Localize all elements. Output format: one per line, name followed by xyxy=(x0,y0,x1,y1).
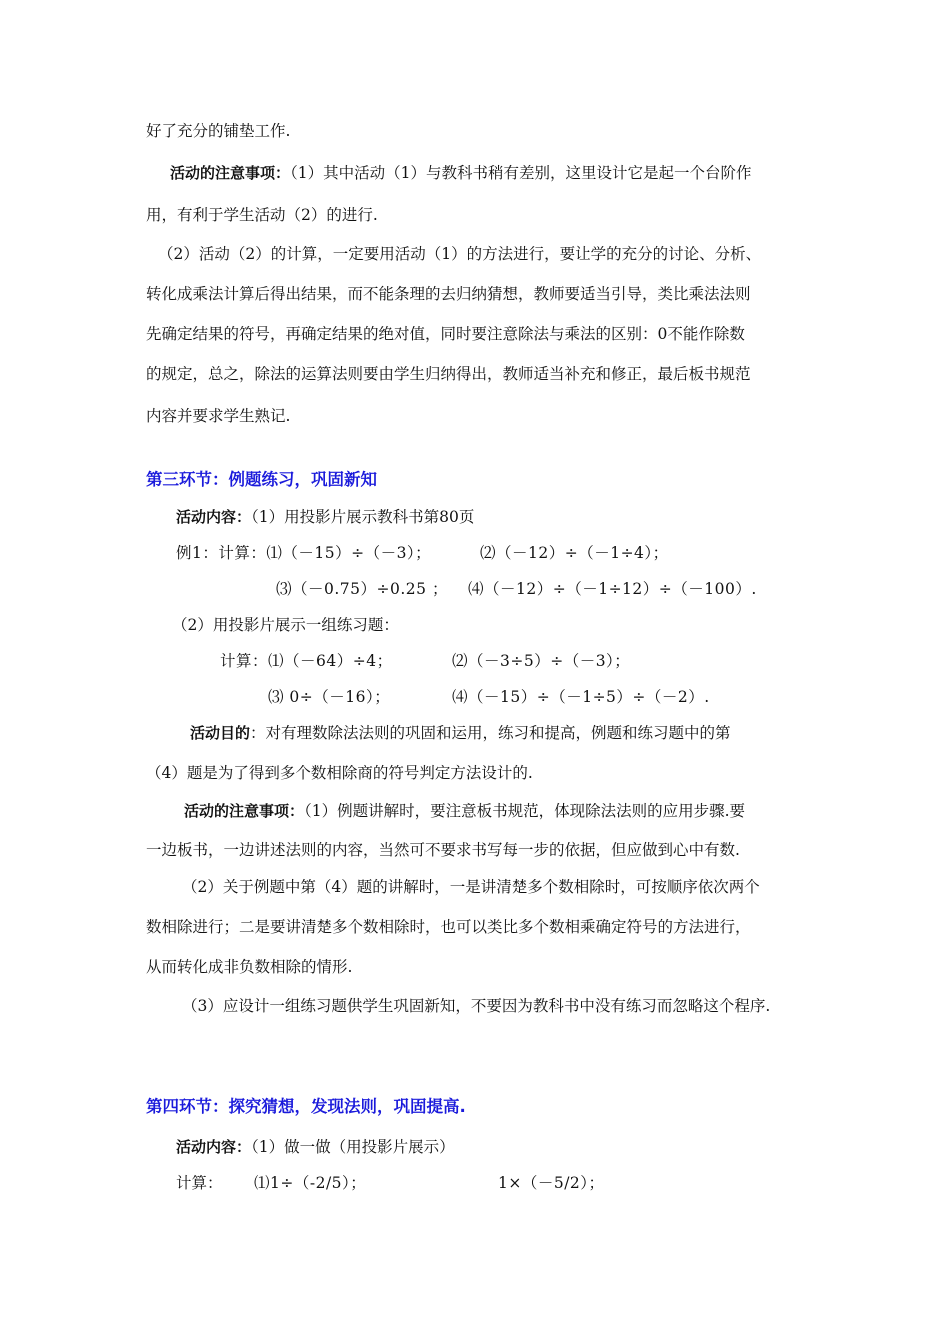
activity-goal-line xyxy=(190,722,731,744)
paragraph-line: 内容并要求学生熟记. xyxy=(146,407,291,425)
paragraph-line: 用，有利于学生活动（2）的进行. xyxy=(146,206,378,224)
notes-text: （1）其中活动（1）与教科书稍有差别，这里设计它是起一个台阶作 xyxy=(290,164,752,182)
paragraph-line: （2）活动（2）的计算，一定要用活动（1）的方法进行，要让学的充分的讨论、分析、 xyxy=(158,245,762,263)
activity-content-line xyxy=(176,1136,455,1158)
practice-item: ⑵（－3÷5）÷（－3）； xyxy=(452,652,631,670)
practice-item: ⑶ 0÷（－16）； xyxy=(268,688,391,706)
section-heading: 第四环节：探究猜想，发现法则，巩固提高. xyxy=(146,1097,466,1116)
activity-goal-label: 活动目的 xyxy=(190,724,251,742)
paragraph-line: 从而转化成非负数相除的情形. xyxy=(146,958,353,976)
activity-content-text: （1）用投影片展示教科书第80页 xyxy=(251,508,475,526)
calc-label: 计算： xyxy=(176,1174,223,1192)
activity-content-line xyxy=(176,506,474,528)
paragraph-line: （3）应设计一组练习题供学生巩固新知，不要因为教科书中没有练习而忽略这个程序. xyxy=(182,997,771,1015)
paragraph-line: 先确定结果的符号，再确定结果的绝对值，同时要注意除法与乘法的区别：0不能作除数 xyxy=(146,325,745,343)
paragraph-line: 转化成乘法计算后得出结果，而不能条理的去归纳猜想，教师要适当引导，类比乘法法则 xyxy=(146,285,751,303)
notes-label: 活动的注意事项： xyxy=(184,802,305,820)
paragraph-line: 一边板书，一边讲述法则的内容，当然可不要求书写每一步的依据，但应做到心中有数. xyxy=(146,841,740,859)
activity-content-label: 活动内容： xyxy=(176,1138,252,1156)
section-heading: 第三环节：例题练习，巩固新知 xyxy=(146,470,377,489)
paragraph-line: （2）用投影片展示一组练习题： xyxy=(172,616,399,634)
example-item: ⑶（－0.75）÷0.25 ； xyxy=(276,580,448,598)
paragraph-line: 数相除进行；二是要讲清楚多个数相除时，也可以类比多个数相乘确定符号的方法进行， xyxy=(146,918,751,936)
paragraph-line: 好了充分的铺垫工作. xyxy=(146,122,291,140)
example-item: 例1：计算：⑴（－15）÷（－3）； xyxy=(176,544,432,562)
example-item: ⑵（－12）÷（－1÷4）； xyxy=(480,544,669,562)
activity-content-text: （1）做一做（用投影片展示） xyxy=(251,1138,455,1156)
practice-item: ⑷（－15）÷（－1÷5）÷（－2）. xyxy=(452,688,710,706)
paragraph-line: 的规定，总之，除法的运算法则要由学生归纳得出，教师适当补充和修正，最后板书规范 xyxy=(146,365,751,383)
activity-content-label: 活动内容： xyxy=(176,508,252,526)
notes-line xyxy=(170,162,752,184)
calc-item: 1×（－5/2）； xyxy=(498,1174,605,1192)
notes-line xyxy=(184,800,745,822)
paragraph-line: （4）题是为了得到多个数相除商的符号判定方法设计的. xyxy=(146,764,533,782)
calc-item: ⑴1÷（-2/5）； xyxy=(254,1174,367,1192)
notes-text: （1）例题讲解时，要注意板书规范，体现除法法则的应用步骤.要 xyxy=(304,802,746,820)
notes-label: 活动的注意事项： xyxy=(170,164,291,182)
activity-goal-text: ：对有理数除法法则的巩固和运用，练习和提高，例题和练习题中的第 xyxy=(250,724,731,742)
practice-item: 计算：⑴（－64）÷4； xyxy=(220,652,393,670)
example-item: ⑷（－12）÷（－1÷12）÷（－100）. xyxy=(468,580,757,598)
paragraph-line: （2）关于例题中第（4）题的讲解时，一是讲清楚多个数相除时，可按顺序依次两个 xyxy=(182,878,760,896)
